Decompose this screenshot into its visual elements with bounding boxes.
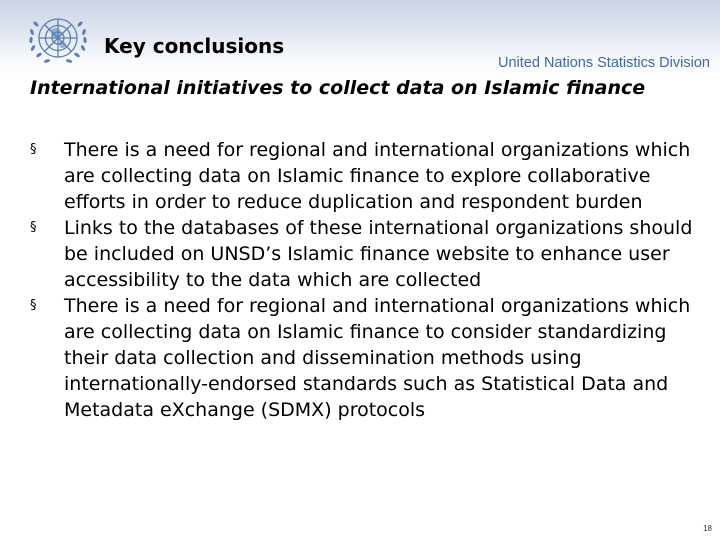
bullet-item <box>30 137 700 215</box>
slide-header <box>0 0 720 80</box>
page-number: 18 <box>703 524 712 533</box>
un-emblem-icon <box>20 8 96 72</box>
bullet-marker-icon: § <box>30 220 37 235</box>
bullet-text: Links to the databases of these international organizations should be included on UNSD’s Islamic finance website to enhance user accessibility to the data which are collected <box>64 217 693 291</box>
bullet-list <box>30 137 700 423</box>
slide-subtitle: International initiatives to collect data on Islamic finance <box>30 77 646 99</box>
bullet-text: There is a need for regional and international organizations which are collecting data on Islamic finance to consider standardizing their data collection and dissemination methods using internationally-endorsed standards such as Statistical Data and Metadata eXchange (SDMX) protocols <box>64 295 691 421</box>
bullet-item <box>30 293 700 423</box>
bullet-item <box>30 215 700 293</box>
organization-name: United Nations Statistics Division <box>498 55 710 71</box>
slide-title: Key conclusions <box>104 34 285 58</box>
bullet-marker-icon: § <box>30 142 37 157</box>
bullet-marker-icon: § <box>30 298 37 313</box>
bullet-text: There is a need for regional and international organizations which are collecting data on Islamic finance to explore collaborative efforts in order to reduce duplication and respondent burden <box>64 139 691 213</box>
